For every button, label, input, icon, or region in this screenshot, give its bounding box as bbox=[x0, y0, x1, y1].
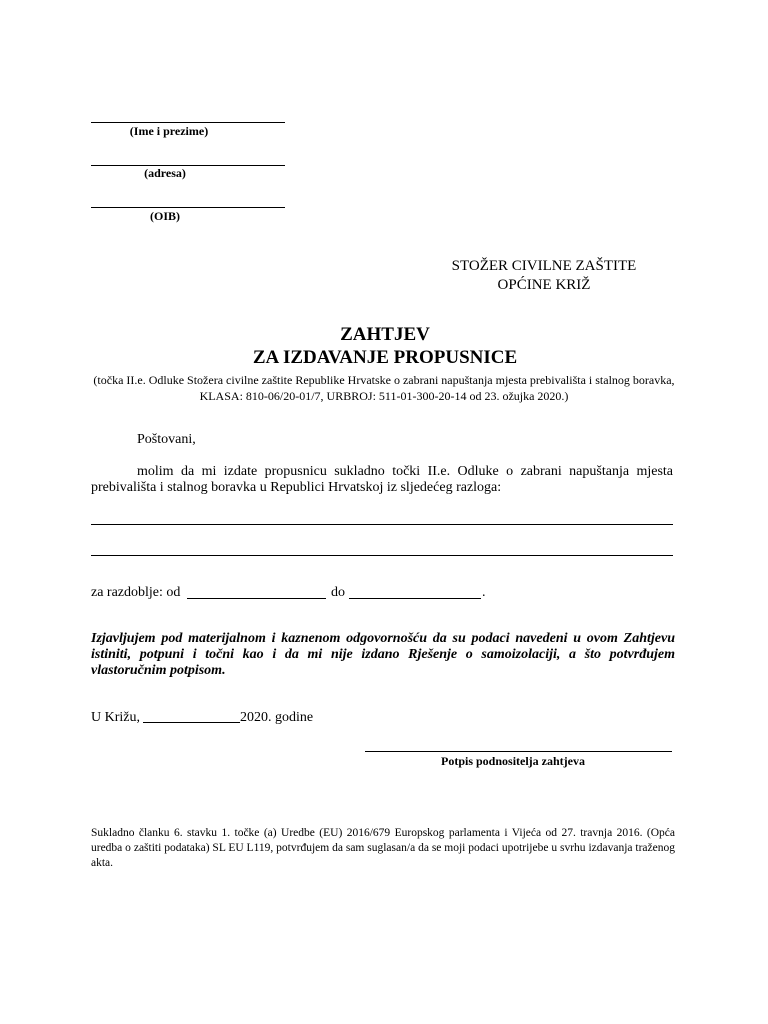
period-to-label: do bbox=[331, 585, 345, 600]
request-line-1: molim da mi izdate propusnicu sukladno točki II.e. Odluke o zabrani napuštanja mjesta bbox=[137, 464, 673, 479]
oib-line[interactable] bbox=[91, 207, 285, 208]
greeting: Poštovani, bbox=[137, 432, 196, 447]
period-to-field[interactable] bbox=[349, 598, 481, 599]
reason-line-2[interactable] bbox=[91, 555, 673, 556]
document-subtitle: ZA IZDAVANJE PROPUSNICE bbox=[252, 347, 518, 368]
year-suffix: 2020. godine bbox=[240, 710, 314, 725]
signature-line[interactable] bbox=[365, 751, 672, 752]
address-label: (adresa) bbox=[144, 166, 186, 180]
gdpr-consent-note: Sukladno članku 6. stavku 1. točke (a) Uredbe (EU) 2016/679 Europskog parlamenta i Vijeća od 27. travnja 2016. (Opća uredba o zaštiti podataka) SL EU L119, potvrđujem da sam suglasan/a da se moji podaci upotrijebe u svrhu izdavanja traženog akta. bbox=[91, 827, 675, 869]
legal-basis: (točka II.e. Odluke Stožera civilne zaštite Republike Hrvatske o zabrani napuštanja mjesta prebivališta i stalnog boravka, KLASA: 810-06/20-01/7, URBROJ: 511-01-300-20-14 od 23. ožujka 2020.) bbox=[93, 373, 675, 403]
period-from-label: za razdoblje: od bbox=[91, 585, 181, 600]
name-line[interactable] bbox=[91, 122, 285, 123]
place-label: U Križu, bbox=[91, 710, 140, 725]
recipient-line-2: OPĆINE KRIŽ bbox=[497, 277, 591, 293]
recipient-block bbox=[440, 257, 648, 295]
request-line-2: prebivališta i stalnog boravka u Republici Hrvatskoj iz sljedećeg razloga: bbox=[91, 480, 502, 495]
period-from-field[interactable] bbox=[187, 598, 326, 599]
date-field[interactable] bbox=[143, 722, 240, 723]
oib-label: (OIB) bbox=[150, 209, 180, 223]
recipient-line-1: STOŽER CIVILNE ZAŠTITE bbox=[451, 258, 637, 274]
request-text bbox=[91, 464, 673, 496]
period-end-dot: . bbox=[482, 585, 486, 600]
declaration-text: Izjavljujem pod materijalnom i kaznenom odgovornošću da su podaci navedeni u ovom Zahtjevu istiniti, potpuni i točni kao i da mi nije izdano Rješenje o samoizolaciji, a što potvrđujem vlastoručnim potpisom. bbox=[91, 631, 675, 678]
name-label: (Ime i prezime) bbox=[129, 124, 209, 138]
signature-label: Potpis podnositelja zahtjeva bbox=[441, 754, 585, 768]
document-title: ZAHTJEV bbox=[340, 324, 430, 345]
reason-line-1[interactable] bbox=[91, 524, 673, 525]
